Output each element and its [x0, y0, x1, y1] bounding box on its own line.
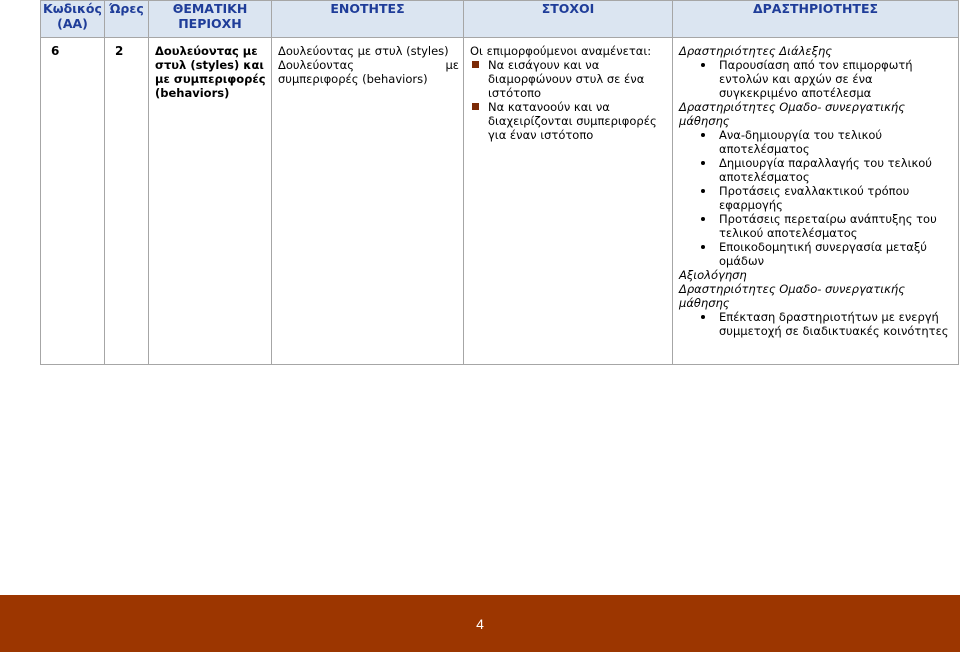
cell-area [149, 38, 272, 365]
hours-value: 2 [115, 44, 124, 58]
activity-heading: Δραστηριότητες Ομαδο- συνεργατικής μάθησης [679, 282, 905, 310]
unit-line-1: Δουλεύοντας με στυλ (styles) [278, 44, 449, 58]
activity-text: Προτάσεις περεταίρω ανάπτυξης του τελικού αποτελέσματος [719, 212, 937, 240]
list-item [679, 240, 954, 268]
activity-text: Δημιουργία παραλλαγής του τελικού αποτελέσματος [719, 156, 932, 184]
unit-line-3: συμπεριφορές (behaviors) [278, 72, 428, 86]
cell-activities [673, 38, 959, 365]
dot-bullet-icon [701, 133, 705, 137]
table-row [41, 38, 959, 365]
header-area: ΘΕΜΑΤΙΚΗ ΠΕΡΙΟΧΗ [149, 1, 272, 38]
list-item [679, 128, 954, 156]
table-header-row [41, 1, 959, 38]
dot-bullet-icon [701, 161, 705, 165]
activity-heading: Δραστηριότητες Διάλεξης [679, 44, 833, 58]
list-item [679, 156, 954, 184]
header-activities: ΔΡΑΣΤΗΡΙΟΤΗΤΕΣ [673, 1, 959, 38]
header-units: ΕΝΟΤΗΤΕΣ [272, 1, 464, 38]
list-item [679, 184, 954, 212]
header-code: Κωδικός (ΑΑ) [41, 1, 105, 38]
cell-goals [464, 38, 673, 365]
cell-units [272, 38, 464, 365]
square-bullet-icon [472, 103, 479, 110]
list-item [679, 310, 954, 338]
unit-line-2-left: Δουλεύοντας [278, 58, 354, 72]
area-title: Δουλεύοντας με στυλ (styles) και με συμπεριφορές (behaviors) [155, 44, 266, 100]
dot-bullet-icon [701, 245, 705, 249]
activity-text: Προτάσεις εναλλακτικού τρόπου εφαρμογής [719, 184, 910, 212]
goal-text: Να εισάγουν και να διαμορφώνουν στυλ σε ένα ιστότοπο [488, 58, 645, 100]
header-goals: ΣΤΟΧΟΙ [464, 1, 673, 38]
activity-text: Εποικοδομητική συνεργασία μεταξύ ομάδων [719, 240, 927, 268]
cell-hours [105, 38, 149, 365]
activity-heading: Αξιολόγηση [679, 268, 747, 282]
goals-intro: Οι επιμορφούμενοι αναμένεται: [470, 44, 652, 58]
list-item [470, 100, 668, 142]
list-item [679, 212, 954, 240]
dot-bullet-icon [701, 315, 705, 319]
activity-text: Επέκταση δραστηριοτήτων με ενεργή συμμετοχή σε διαδικτυακές κοινότητες [719, 310, 949, 338]
activity-text: Παρουσίαση από τον επιμορφωτή εντολών και αρχών σε ένα συγκεκριμένο αποτέλεσμα [719, 58, 913, 100]
dot-bullet-icon [701, 189, 705, 193]
header-hours: Ώρες [105, 1, 149, 38]
dot-bullet-icon [701, 217, 705, 221]
cell-code [41, 38, 105, 365]
goal-text: Να κατανοούν και να διαχειρίζονται συμπεριφορές για έναν ιστότοπο [488, 100, 657, 142]
activity-text: Ανα-δημιουργία του τελικού αποτελέσματος [719, 128, 883, 156]
activity-heading: Δραστηριότητες Ομαδο- συνεργατικής μάθησης [679, 100, 905, 128]
unit-line-2 [278, 58, 459, 72]
curriculum-table [40, 0, 959, 365]
page-number: 4 [476, 615, 484, 632]
footer-bar [0, 595, 960, 652]
dot-bullet-icon [701, 63, 705, 67]
list-item [679, 58, 954, 100]
square-bullet-icon [472, 61, 479, 68]
unit-line-2-right: με [445, 58, 459, 72]
list-item [470, 58, 668, 100]
code-value: 6 [51, 44, 60, 58]
